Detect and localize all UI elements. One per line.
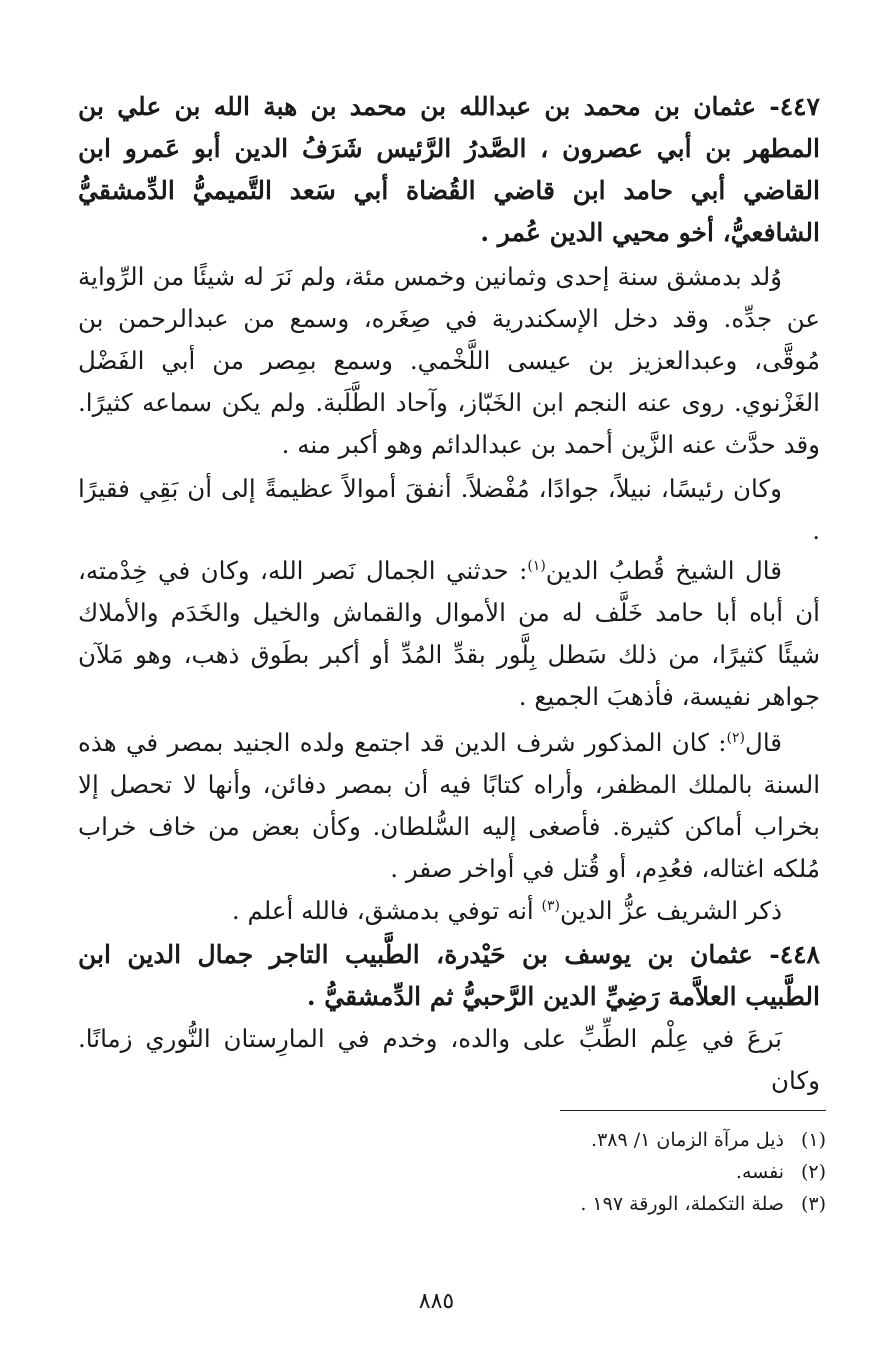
footnote-number: (١) [800, 1129, 826, 1151]
entry-447-paragraph-junayd [78, 722, 820, 890]
footnote-1 [78, 1124, 826, 1156]
paragraph-text [78, 890, 820, 932]
entry-447-paragraph-character [78, 468, 820, 552]
footnote-2 [78, 1156, 826, 1188]
entry-447 [78, 86, 820, 254]
paragraph-lead: قال [745, 728, 782, 757]
footnotes [78, 1124, 826, 1220]
paragraph-lead: قال الشيخ قُطبُ الدين [545, 556, 782, 585]
page-number: ٨٨٥ [418, 1289, 455, 1314]
footnote-text: نفسه. [735, 1161, 784, 1183]
entry-447-heading: ٤٤٧- عثمان بن محمد بن عبدالله بن محمد بن هبة الله بن علي بن المطهر بن أبي عصرون ، الصَّدرُ الرَّئيس شَرَفُ الدين أبو عَمرو ابن القاضي أبي حامد ابن قاضي القُضاة أبي سَعد التَّميميُّ الدِّمشقيُّ الشافعيُّ، أخو محيي الدين عُمر . [78, 92, 820, 247]
footnote-text: صلة التكملة، الورقة ١٩٧ . [580, 1193, 784, 1215]
entry-447-paragraph-death [78, 890, 820, 932]
footnote-number: (٢) [800, 1161, 826, 1183]
paragraph-text [78, 722, 820, 890]
entry-448 [78, 934, 820, 1018]
footnote-3 [78, 1188, 826, 1220]
entry-447-paragraph-qutb [78, 550, 820, 718]
paragraph-rest: : كان المذكور شرف الدين قد اجتمع ولده الجنيد بمصر في هذه السنة بالملك المظفر، وأراه كتابًا فيه أن بمصر دفائن، وأنها لا تحصل إلا بخراب أماكن كثيرة. فأصغى إليه السُّلطان. وكأن بعض من خاف خراب مُلكه اغتاله، فعُدِم، أو قُتل في أواخر صفر . [78, 728, 820, 883]
entry-447-paragraph-birth [78, 256, 820, 466]
entry-448-heading: ٤٤٨- عثمان بن يوسف بن حَيْدرة، الطَّبيب التاجر جمال الدين ابن الطَّبيب العلاَّمة رَضِيِّ الدين الرَّحبيُّ ثم الدِّمشقيُّ . [78, 940, 820, 1011]
footnote-ref-1: (١) [527, 557, 546, 574]
footnote-ref-3: (٣) [541, 897, 560, 914]
footnote-text: ذيل مرآة الزمان ١/ ٣٨٩. [591, 1129, 784, 1151]
footnote-number: (٣) [800, 1193, 826, 1215]
paragraph-text: بَرعَ في عِلْم الطِّبِّ على والده، وخدم في المارِستان النُّوري زمانًا. وكان [78, 1024, 820, 1095]
footnote-ref-2: (٢) [726, 729, 746, 746]
paragraph-rest: : حدثني الجمال نَصر الله، وكان في خِدْمته، أن أباه أبا حامد خَلَّف له من الأموال والقماش والخيل والخَدَم والأملاك شيئًا كثيرًا، من ذلك سَطل بِلَّور بقدِّ المُدِّ أو أكبر بطَوق ذهب، وهو مَلآن جواهر نفيسة، فأذهبَ الجميع . [78, 556, 820, 711]
paragraph-text [78, 550, 820, 718]
entry-448-paragraph [78, 1018, 820, 1102]
paragraph-text: وكان رئيسًا، نبيلاً، جوادًا، مُفْضلاً. أنفقَ أموالاً عظيمةً إلى أن بَقِي فقيرًا . [78, 474, 820, 545]
paragraph-text: وُلد بدمشق سنة إحدى وثمانين وخمس مئة، ولم نَرَ له شيئًا من الرِّواية عن جدِّه. وقد دخل الإسكندرية في صِغَره، وسمع من عبدالرحمن بن مُوقَّى، وعبدالعزيز بن عيسى اللَّخْمي. وسمع بمِصر من أبي الفَضْل الغَزْنوي. روى عنه النجم ابن الخَبّاز، وآحاد الطَّلَبة. ولم يكن سماعه كثيرًا. وقد حدَّث عنه الزَّين أحمد بن عبدالدائم وهو أكبر منه . [78, 262, 820, 459]
paragraph-lead: ذكر الشريف عزُّ الدين [559, 896, 782, 925]
paragraph-rest: أنه توفي بدمشق، فالله أعلم . [231, 896, 542, 925]
footnote-divider [560, 1110, 826, 1111]
